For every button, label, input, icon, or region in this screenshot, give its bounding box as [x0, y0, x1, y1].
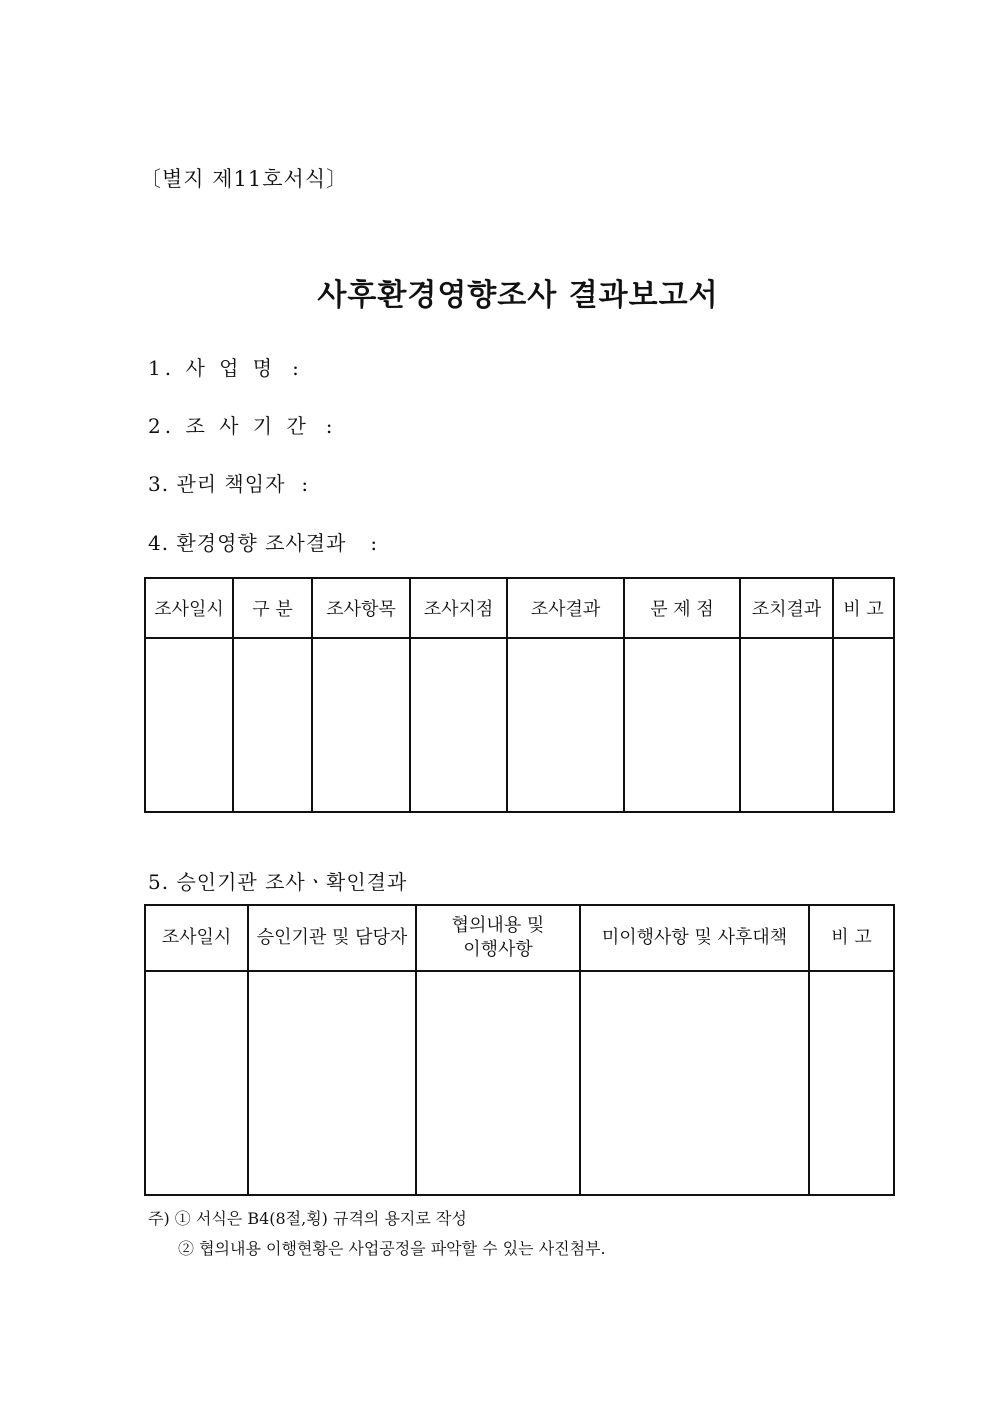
approval-check-table-header: [145, 905, 894, 971]
field-manager-label: 3. 관리 책임자: [148, 472, 286, 496]
cell2-nonfulfillment[interactable]: [580, 971, 809, 1195]
cell2-consultation-content[interactable]: [416, 971, 580, 1195]
header-survey-result: 조사결과: [507, 578, 624, 638]
cell-category[interactable]: [233, 638, 312, 812]
document-title: 사후환경영향조사 결과보고서: [317, 278, 719, 313]
header-remarks: 비 고: [833, 578, 894, 638]
field-survey-period-label: 2. 조 사 기 간: [148, 414, 310, 438]
field-survey-period: [148, 410, 333, 439]
field-env-survey-result-label: 4. 환경영향 조사결과: [148, 531, 347, 555]
header2-agency-manager: 승인기관 및 담당자: [248, 905, 416, 971]
section-approval-check-label: 5. 승인기관 조사ㆍ확인결과: [148, 870, 408, 894]
header2-consultation-line1: 협의내용 및: [451, 914, 545, 936]
note-2: ② 협의내용 이행현황은 사업공정을 파악할 수 있는 사진첨부.: [178, 1239, 606, 1258]
header-problem: 문 제 점: [624, 578, 740, 638]
field-project-name-label: 1. 사 업 명: [148, 356, 277, 380]
cell-survey-item[interactable]: [312, 638, 410, 812]
approval-check-table: [144, 904, 895, 1196]
cell2-survey-datetime[interactable]: [145, 971, 248, 1195]
header-survey-datetime: 조사일시: [145, 578, 233, 638]
note-1: 주) ① 서식은 B4(8절,횡) 규격의 용지로 작성: [148, 1209, 467, 1228]
header2-remarks: 비 고: [809, 905, 894, 971]
field-manager-colon: :: [301, 472, 309, 496]
form-number: 〔별지 제11호서식〕: [140, 167, 349, 191]
cell-problem[interactable]: [624, 638, 740, 812]
cell2-remarks[interactable]: [809, 971, 894, 1195]
header-survey-location: 조사지점: [410, 578, 507, 638]
header-category: 구 분: [233, 578, 312, 638]
field-env-survey-result: [148, 527, 377, 556]
env-survey-table-header: [145, 578, 894, 638]
section-approval-check: [148, 866, 407, 895]
cell-survey-result[interactable]: [507, 638, 624, 812]
cell-action-result[interactable]: [740, 638, 833, 812]
env-survey-table: [144, 577, 895, 813]
field-survey-period-colon: :: [325, 414, 333, 438]
field-manager: [148, 468, 308, 497]
header2-survey-datetime: 조사일시: [145, 905, 248, 971]
header2-consultation-line2: 이행사항: [463, 939, 533, 960]
env-survey-table-row: [145, 638, 894, 812]
header2-consultation-content: [416, 905, 580, 971]
field-env-survey-result-colon: :: [370, 531, 378, 555]
approval-check-table-row: [145, 971, 894, 1195]
field-project-name-colon: :: [292, 356, 299, 380]
header2-nonfulfillment: 미이행사항 및 사후대책: [580, 905, 809, 971]
cell-survey-location[interactable]: [410, 638, 507, 812]
field-project-name: [148, 352, 299, 381]
header-survey-item: 조사항목: [312, 578, 410, 638]
cell2-agency-manager[interactable]: [248, 971, 416, 1195]
cell-remarks[interactable]: [833, 638, 894, 812]
cell-survey-datetime[interactable]: [145, 638, 233, 812]
header-action-result: 조치결과: [740, 578, 833, 638]
